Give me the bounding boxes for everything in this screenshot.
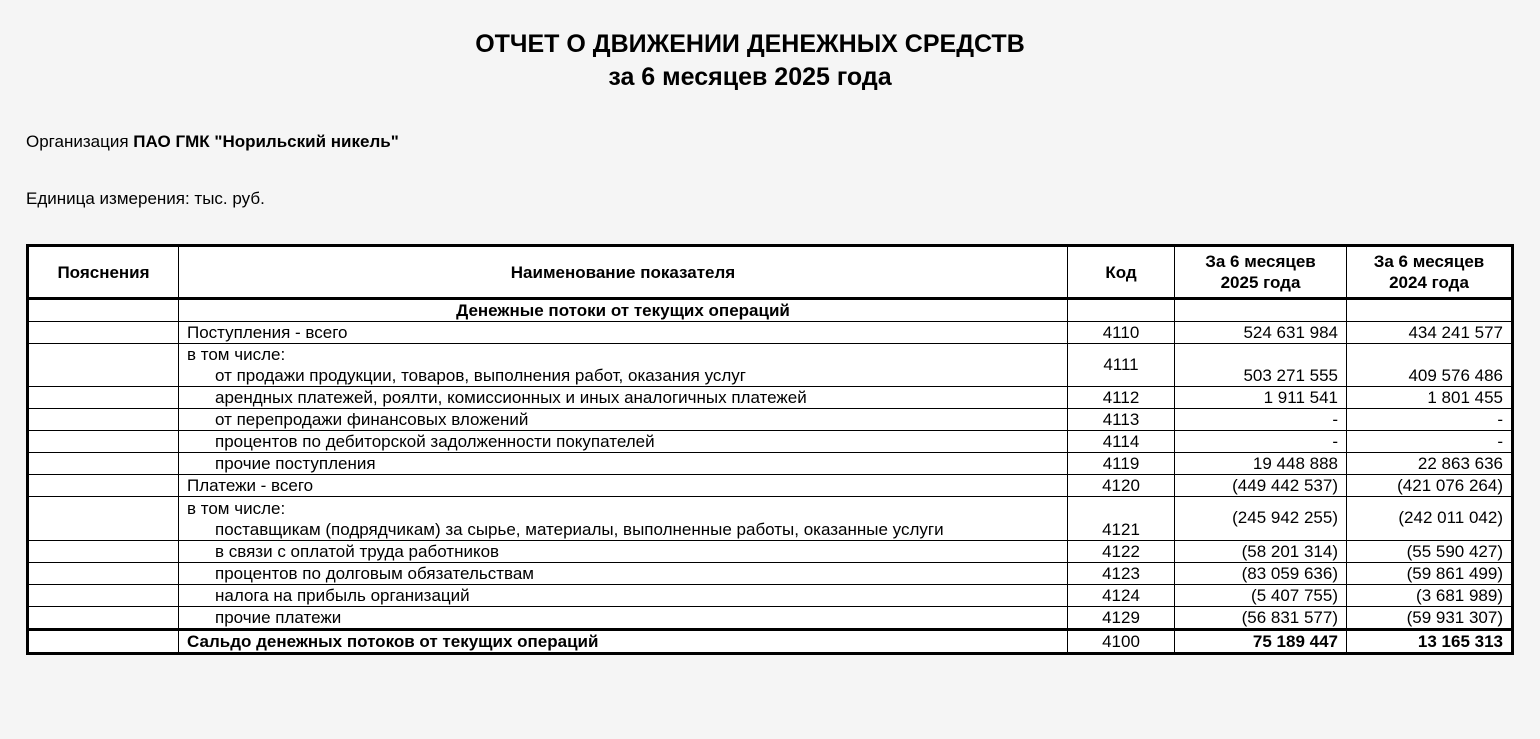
row-code: 4110 (1068, 322, 1175, 344)
row-current: (449 442 537) (1175, 475, 1347, 497)
row-previous: (59 861 499) (1347, 563, 1513, 585)
row-name: процентов по дебиторской задолженности покупателей (215, 432, 655, 451)
report-title (0, 28, 1500, 94)
row-code: 4119 (1068, 453, 1175, 475)
table-row (28, 475, 1513, 497)
row-previous: 434 241 577 (1347, 322, 1513, 344)
in-that-number-label: в том числе: (187, 499, 286, 518)
row-name: Поступления - всего (179, 322, 1068, 344)
total-name: Сальдо денежных потоков от текущих операций (179, 630, 1068, 654)
section-row (28, 299, 1513, 322)
total-previous: 13 165 313 (1347, 630, 1513, 654)
row-previous: (55 590 427) (1347, 541, 1513, 563)
row-current: (56 831 577) (1175, 607, 1347, 630)
total-row (28, 630, 1513, 654)
row-previous: - (1347, 409, 1513, 431)
row-previous: 22 863 636 (1347, 453, 1513, 475)
row-code: 4111 (1068, 344, 1175, 387)
row-previous: (59 931 307) (1347, 607, 1513, 630)
unit-of-measure: Единица измерения: тыс. руб. (26, 189, 265, 208)
row-current: - (1175, 409, 1347, 431)
row-name: процентов по долговым обязательствам (215, 564, 534, 583)
row-code: 4121 (1068, 497, 1175, 541)
total-code: 4100 (1068, 630, 1175, 654)
row-code: 4112 (1068, 387, 1175, 409)
col-previous-line1: За 6 месяцев (1373, 252, 1485, 271)
row-name (179, 497, 1068, 541)
row-code: 4122 (1068, 541, 1175, 563)
row-current: 19 448 888 (1175, 453, 1347, 475)
col-current-line1: За 6 месяцев (1205, 252, 1316, 271)
row-current: - (1175, 431, 1347, 453)
org-name: ПАО ГМК "Норильский никель" (133, 132, 399, 151)
table-row (28, 409, 1513, 431)
row-code: 4129 (1068, 607, 1175, 630)
row-code: 4124 (1068, 585, 1175, 607)
row-previous: (421 076 264) (1347, 475, 1513, 497)
row-previous: 409 576 486 (1347, 344, 1513, 387)
row-name: налога на прибыль организаций (215, 586, 470, 605)
row-code: 4120 (1068, 475, 1175, 497)
col-name: Наименование показателя (179, 246, 1068, 299)
row-name: Платежи - всего (179, 475, 1068, 497)
row-current: 524 631 984 (1175, 322, 1347, 344)
row-current: (58 201 314) (1175, 541, 1347, 563)
col-current-period (1175, 246, 1347, 299)
row-name: прочие поступления (215, 454, 376, 473)
table-row (28, 563, 1513, 585)
row-name (179, 344, 1068, 387)
cash-flow-table (26, 244, 1514, 655)
header-row (28, 246, 1513, 299)
row-name: прочие платежи (215, 608, 342, 627)
org-label: Организация (26, 132, 129, 151)
row-code: 4123 (1068, 563, 1175, 585)
organization-line (26, 132, 399, 152)
total-current: 75 189 447 (1175, 630, 1347, 654)
row-name: от перепродажи финансовых вложений (215, 410, 529, 429)
row-current: (83 059 636) (1175, 563, 1347, 585)
title-line-1: ОТЧЕТ О ДВИЖЕНИИ ДЕНЕЖНЫХ СРЕДСТВ (475, 30, 1025, 58)
row-previous: (242 011 042) (1347, 497, 1513, 541)
table-row (28, 585, 1513, 607)
table-row (28, 322, 1513, 344)
title-line-2: за 6 месяцев 2025 года (608, 63, 892, 91)
row-current: 503 271 555 (1175, 344, 1347, 387)
col-code: Код (1068, 246, 1175, 299)
row-code: 4113 (1068, 409, 1175, 431)
table-row (28, 344, 1513, 387)
row-current: (5 407 755) (1175, 585, 1347, 607)
table-row (28, 387, 1513, 409)
col-previous-line2: 2024 года (1389, 273, 1469, 292)
section-title: Денежные потоки от текущих операций (179, 299, 1068, 322)
row-code: 4114 (1068, 431, 1175, 453)
col-notes: Пояснения (28, 246, 179, 299)
row-name: арендных платежей, роялти, комиссионных и иных аналогичных платежей (215, 388, 807, 407)
table-row (28, 497, 1513, 541)
row-name-text: поставщикам (подрядчикам) за сырье, материалы, выполненные работы, оказанные услуги (215, 520, 944, 539)
col-current-line2: 2025 года (1220, 273, 1301, 292)
row-previous: - (1347, 431, 1513, 453)
row-previous: 1 801 455 (1347, 387, 1513, 409)
table-row (28, 607, 1513, 630)
row-previous: (3 681 989) (1347, 585, 1513, 607)
table-row (28, 541, 1513, 563)
table-row (28, 431, 1513, 453)
row-current: 1 911 541 (1175, 387, 1347, 409)
in-that-number-label: в том числе: (187, 345, 286, 364)
col-previous-period (1347, 246, 1513, 299)
row-current: (245 942 255) (1175, 497, 1347, 541)
table-row (28, 453, 1513, 475)
row-name: в связи с оплатой труда работников (215, 542, 500, 561)
row-name-text: от продажи продукции, товаров, выполнения работ, оказания услуг (215, 366, 747, 385)
